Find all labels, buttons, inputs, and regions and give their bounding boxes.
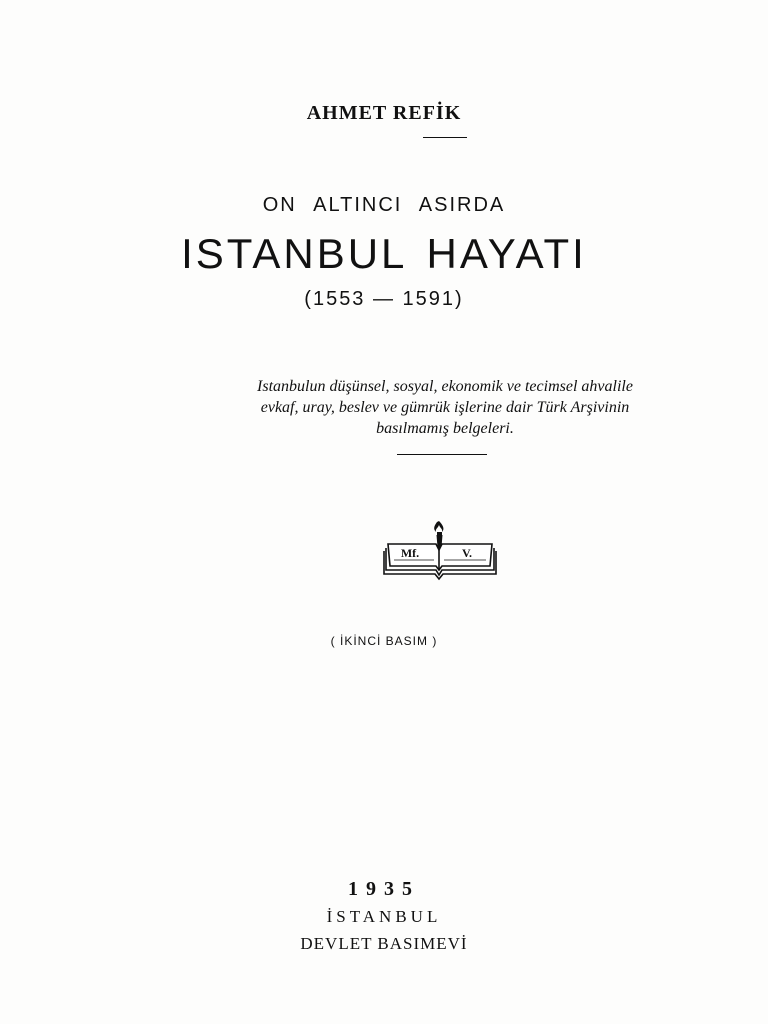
emblem-left-text: Mf.: [400, 546, 420, 560]
emblem-right-text: V.: [461, 546, 473, 560]
description-line: Istanbulun düşünsel, sosyal, ekonomik ve tecimsel ahvalile: [257, 378, 633, 395]
book-description: [180, 376, 710, 439]
publication-city: İSTANBUL: [326, 907, 442, 926]
book-subtitle: ON ALTINCI ASIRDA: [262, 194, 506, 216]
book-title: ISTANBUL HAYATI: [181, 230, 587, 277]
description-line: evkaf, uray, beslev ve gümrük işlerine dair Türk Arşivinin: [260, 399, 630, 416]
book-years: (1553 — 1591): [304, 288, 464, 310]
description-line: basılmamış belgeleri.: [376, 420, 514, 437]
edition-label: ( İKİNCİ BASIM ): [330, 634, 438, 648]
author-name: AHMET REFİK: [306, 102, 462, 124]
author-divider: [423, 137, 467, 138]
publisher-name: DEVLET BASIMEVİ: [300, 934, 468, 953]
description-divider: [397, 454, 487, 455]
open-book-torch-emblem-icon: [380, 520, 500, 582]
publication-year: 1935: [348, 878, 420, 900]
